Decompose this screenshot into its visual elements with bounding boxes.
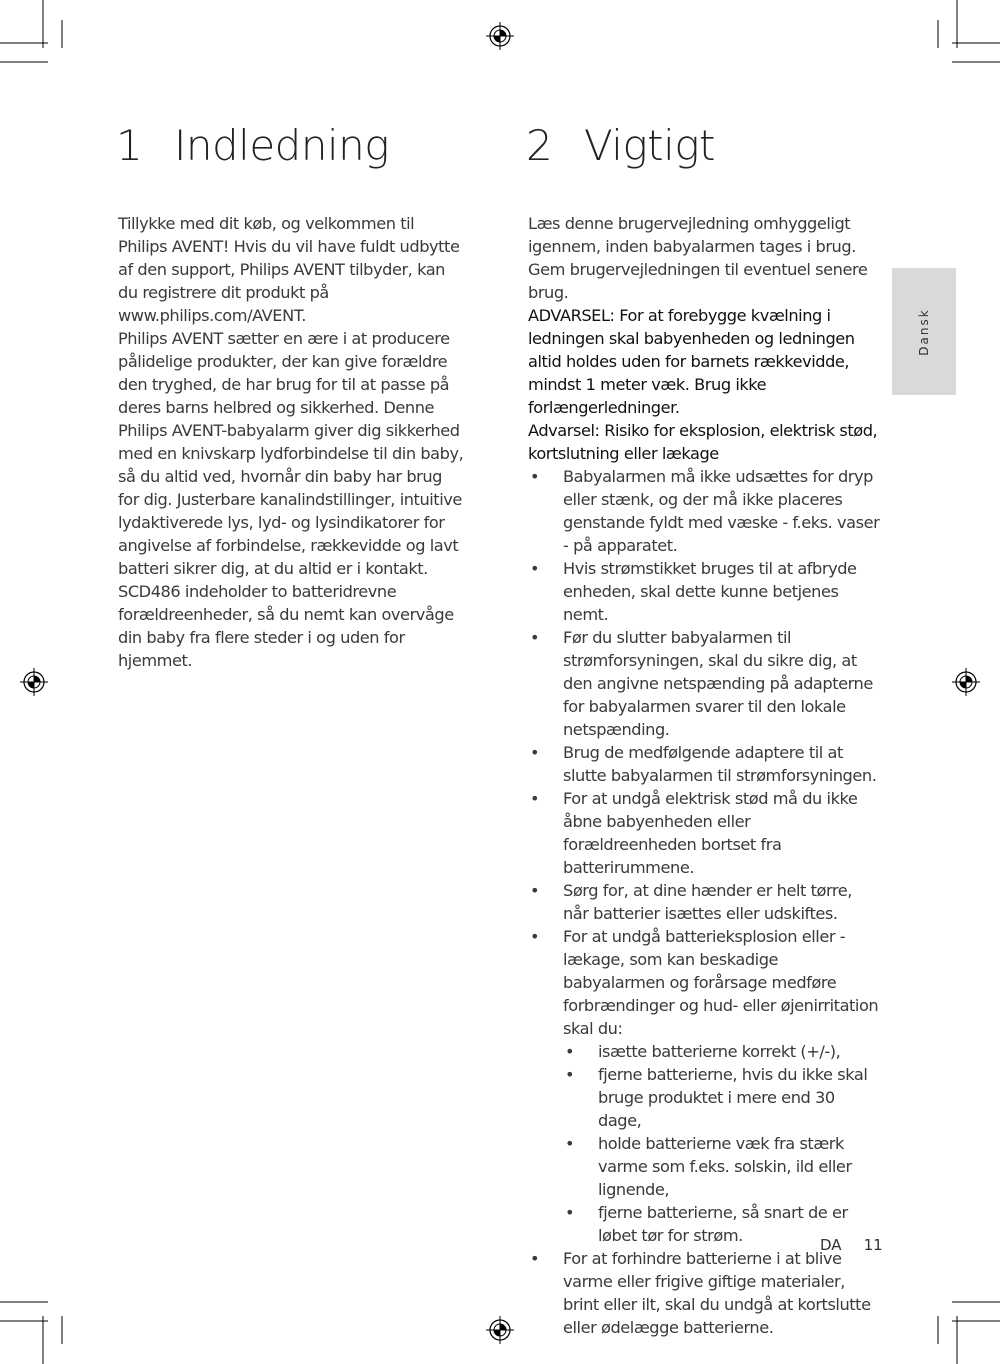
chapter-1-heading (116, 118, 389, 174)
sub-list-item: • fjerne batterierne, hvis du ikke skal bruge produktet i mere end 30 dage, (563, 1063, 880, 1132)
chapter-1-title: Indledning (174, 121, 389, 170)
chapter-1-body (118, 212, 464, 672)
language-tab-label: Dansk (917, 307, 931, 356)
list-item: • Hvis strømstikket bruges til at afbryde enheden, skal dette kunne betjenes nemt. (528, 557, 880, 626)
list-item: • Sørg for, at dine hænder er helt tørre, når batterier isættes eller udskiftes. (528, 879, 880, 925)
explosion-warning: Advarsel: Risiko for eksplosion, elektrisk stød, kortslutning eller lækage (528, 421, 878, 463)
chapter-2-body (528, 212, 880, 1339)
page-footer (820, 1236, 883, 1254)
page-number: 11 (863, 1236, 883, 1254)
chapter-2-number: 2 (526, 121, 553, 170)
chapter-1-number: 1 (116, 121, 143, 170)
list-item: • Før du slutter babyalarmen til strømforsyningen, skal du sikre dig, at den angivne netspænding på adapterne for babyalarmen svarer til den lokale netspænding. (528, 626, 880, 741)
list-item: • For at undgå batterieksplosion eller -lækage, som kan beskadige babyalarmen og forårsage medføre forbrændinger og hud- eller øjenirritation skal du: • isætte batterierne korrekt (+/-), • fjerne batterierne, hvis du ikke skal bruge produktet i mere end 30 dage, • holde batterierne væk fra stærk varme som f.eks. solskin, ild eller lignende, • fjerne batterierne, så snart de er løbet tør for strøm. (528, 925, 880, 1247)
sub-list-item: • fjerne batterierne, så snart de er løbet tør for strøm. (563, 1201, 880, 1247)
registration-mark-top-icon (486, 22, 514, 50)
registration-mark-right-icon (952, 668, 980, 696)
list-item: • Babyalarmen må ikke udsættes for dryp eller stænk, og der må ikke placeres genstande fyldt med væske - f.eks. vaser - på apparatet. (528, 465, 880, 557)
battery-sublist (563, 1040, 880, 1247)
chapter-2-title: Vigtigt (584, 121, 715, 170)
list-item: • Brug de medfølgende adaptere til at slutte babyalarmen til strømforsyningen. (528, 741, 880, 787)
list-item: • For at forhindre batterierne i at blive varme eller frigive giftige materialer, brint eller ilt, skal du undgå at kortslutte eller ødelægge batterierne. (528, 1247, 880, 1339)
product-description-paragraph: Philips AVENT sætter en ære i at producere pålidelige produkter, der kan give forældre den tryghed, de har brug for til at passe på deres barns helbred og sikkerhed. Denne Philips AVENT-babyalarm giver dig sikkerhed med en knivskarp lydforbindelse til din baby, så du altid ved, hvornår din baby har brug for dig. Justerbare kanalindstillinger, intuitive lydaktiverede lys, lyd- og lysindikatorer for angivelse af forbindelse, rækkevidde og lavt batteri sikrer dig, at du altid er i kontakt. SCD486 indeholder to batteridrevne forældreenheder, så du nemt kan overvåge din baby fra flere steder i og uden for hjemmet. (118, 329, 464, 670)
sub-list-item: • isætte batterierne korrekt (+/-), (563, 1040, 880, 1063)
safety-list (528, 465, 880, 1339)
list-item: • For at undgå elektrisk stød må du ikke åbne babyenheden eller forældreenheden bortset fra batterirummene. (528, 787, 880, 879)
registration-mark-bottom-icon (486, 1316, 514, 1344)
strangulation-warning: ADVARSEL: For at forebygge kvælning i ledningen skal babyenheden og ledningen altid holdes uden for barnets rækkevidde, mindst 1 meter væk. Brug ikke forlængerledninger. (528, 306, 855, 417)
registration-mark-left-icon (20, 668, 48, 696)
sub-list-item: • holde batterierne væk fra stærk varme som f.eks. solskin, ild eller lignende, (563, 1132, 880, 1201)
language-side-tab (892, 268, 956, 395)
intro-paragraph: Tillykke med dit køb, og velkommen til Philips AVENT! Hvis du vil have fuldt udbytte af den support, Philips AVENT tilbyder, kan du registrere dit produkt på www.philips.com/AVENT. (118, 214, 460, 325)
chapter-2-heading (526, 118, 715, 174)
safety-intro: Læs denne brugervejledning omhyggeligt igennem, inden babyalarmen tages i brug. Gem brugervejledningen til eventuel senere brug. (528, 214, 868, 302)
footer-language: DA (820, 1236, 842, 1254)
